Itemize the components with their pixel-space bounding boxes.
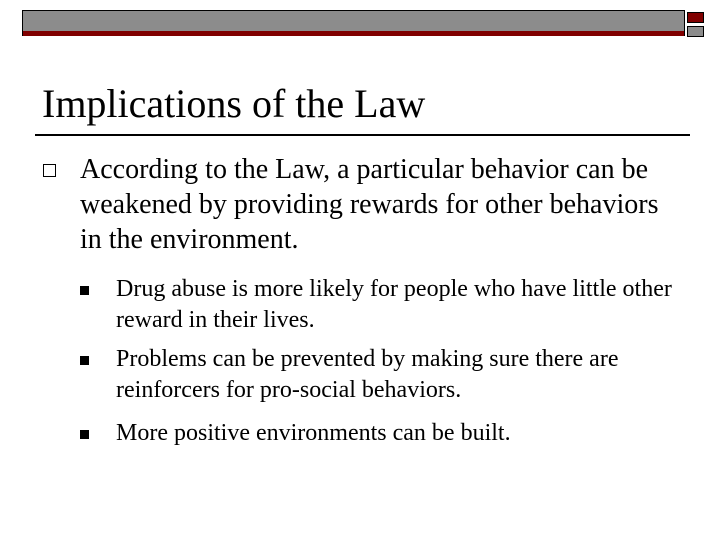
- main-bullet-text: According to the Law, a particular behavior can be weakened by providing rewards for other behaviors in the environment.: [80, 154, 659, 255]
- sub-bullet-text: Drug abuse is more likely for people who have little other reward in their lives.: [116, 276, 672, 333]
- header-decoration-bar: [22, 10, 685, 36]
- title-divider: [35, 134, 690, 136]
- square-bullet-icon: [80, 286, 89, 295]
- corner-square-gray: [687, 26, 704, 37]
- slide-title: Implications of the Law: [42, 81, 426, 126]
- hollow-square-bullet-icon: [43, 164, 56, 177]
- square-bullet-icon: [80, 356, 89, 365]
- sub-bullet-text: More positive environments can be built.: [116, 420, 511, 446]
- sub-bullet-text: Problems can be prevented by making sure there are reinforcers for pro-social behaviors.: [116, 346, 619, 403]
- square-bullet-icon: [80, 430, 89, 439]
- corner-square-maroon: [687, 12, 704, 23]
- header-accent-stripe: [23, 31, 684, 36]
